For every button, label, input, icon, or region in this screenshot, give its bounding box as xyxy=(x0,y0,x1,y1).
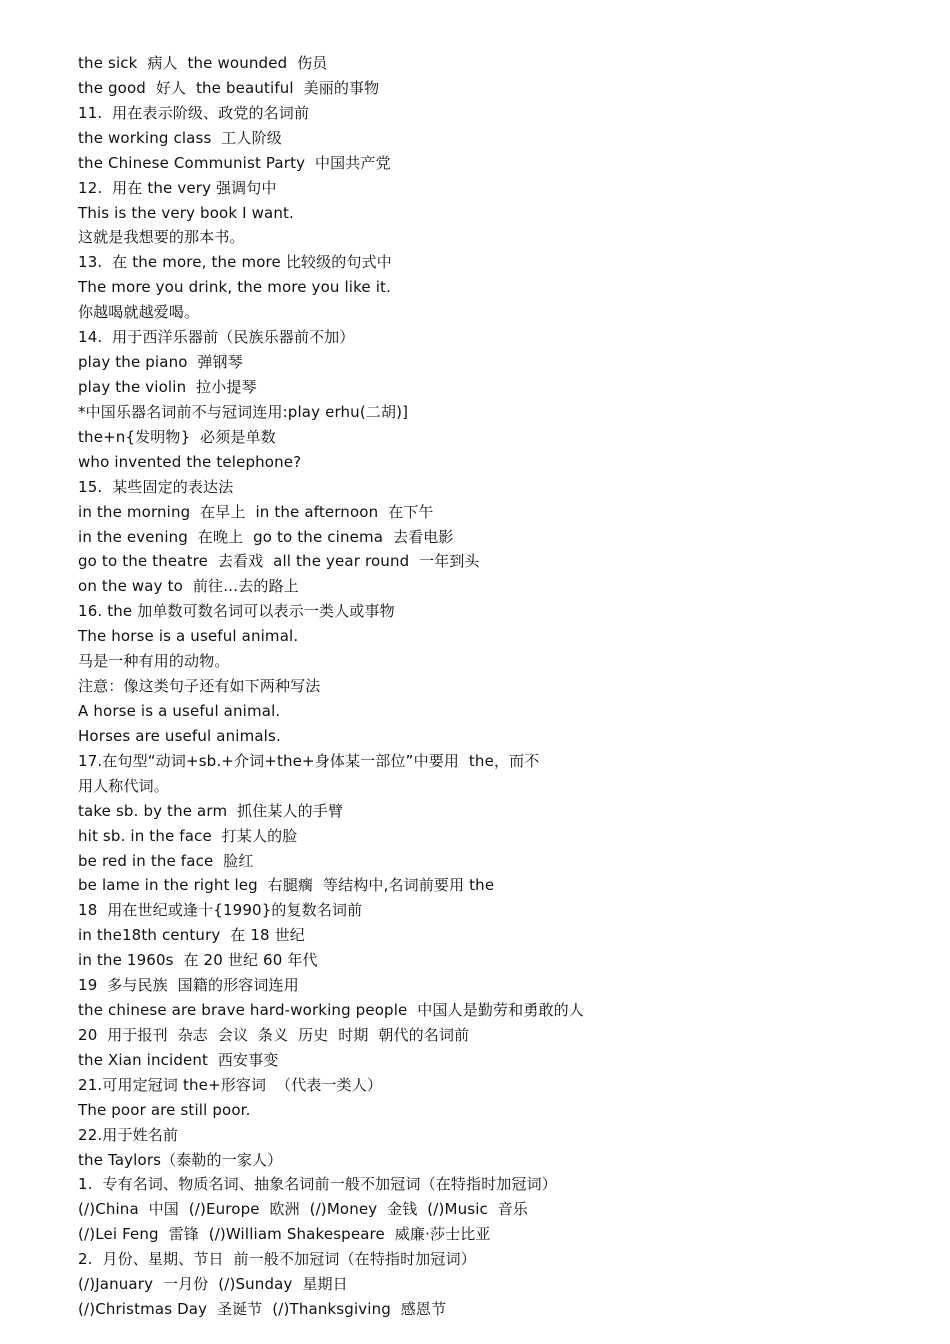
text-line: play the piano 弹钢琴 xyxy=(78,353,243,372)
text-line: be lame in the right leg 右腿瘸 等结构中,名词前要用 the xyxy=(78,876,495,895)
text-line: the sick 病人 the wounded 伤员 xyxy=(78,54,328,72)
text-line: be red in the face 脸红 xyxy=(78,851,254,870)
text-line: the good 好人 the beautiful 美丽的事物 xyxy=(78,78,380,97)
text-line: 2. 月份、星期、节日 前一般不加冠词（在特指时加冠词） xyxy=(78,1250,476,1269)
document-page xyxy=(78,51,918,1322)
text-line: 13. 在 the more, the more 比较级的句式中 xyxy=(78,253,392,272)
text-line: This is the very book I want. xyxy=(78,203,294,222)
text-line: Horses are useful animals. xyxy=(78,726,281,745)
text-line: 这就是我想要的那本书。 xyxy=(78,228,245,247)
text-line: the working class 工人阶级 xyxy=(78,128,282,147)
text-line: 12. 用在 the very 强调句中 xyxy=(78,178,277,197)
text-line: in the 1960s 在 20 世纪 60 年代 xyxy=(78,951,318,970)
text-line: *中国乐器名词前不与冠词连用:play erhu(二胡)] xyxy=(78,402,409,421)
text-line: 15. 某些固定的表达法 xyxy=(78,477,234,496)
text-line: in the18th century 在 18 世纪 xyxy=(78,926,305,945)
text-line: the chinese are brave hard-working people 中国人是勤劳和勇敢的人 xyxy=(78,1001,584,1020)
text-line: on the way to 前往…去的路上 xyxy=(78,577,299,596)
text-line: 1. 专有名词、物质名词、抽象名词前一般不加冠词（在特指时加冠词） xyxy=(78,1175,557,1194)
text-line: 用人称代词。 xyxy=(78,776,169,795)
text-line: 17.在句型“动词+sb.+介词+the+身体某一部位”中要用 the，而不 xyxy=(78,751,540,770)
text-line: 19 多与民族 国籍的形容词连用 xyxy=(78,976,299,995)
text-line: (/)Lei Feng 雷锋 (/)William Shakespeare 威廉·莎士比亚 xyxy=(78,1225,491,1244)
text-line: 16. the 加单数可数名词可以表示一类人或事物 xyxy=(78,602,395,621)
text-line: (/)Christmas Day 圣诞节 (/)Thanksgiving 感恩节 xyxy=(78,1300,447,1319)
text-line: (/)January 一月份 (/)Sunday 星期日 xyxy=(78,1275,348,1294)
text-line: The horse is a useful animal. xyxy=(78,627,299,646)
text-line: 22.用于姓名前 xyxy=(78,1125,179,1144)
text-line: 21.可用定冠词 the+形容词 （代表一类人） xyxy=(78,1075,383,1094)
text-line: 马是一种有用的动物。 xyxy=(78,652,230,671)
text-line: go to the theatre 去看戏 all the year round 一年到头 xyxy=(78,552,480,571)
text-line: The more you drink, the more you like it. xyxy=(78,278,391,297)
text-line: in the evening 在晚上 go to the cinema 去看电影 xyxy=(78,527,454,546)
text-line: (/)China 中国 (/)Europe 欧洲 (/)Money 金钱 (/)Music 音乐 xyxy=(78,1200,529,1219)
text-line: play the violin 拉小提琴 xyxy=(78,377,257,396)
text-line: take sb. by the arm 抓住某人的手臂 xyxy=(78,801,344,820)
text-line: the Chinese Communist Party 中国共产党 xyxy=(78,153,391,172)
text-line: who invented the telephone? xyxy=(78,452,302,471)
text-line: 20 用于报刊 杂志 会议 条义 历史 时期 朝代的名词前 xyxy=(78,1025,470,1044)
text-line: 你越喝就越爱喝。 xyxy=(78,303,200,322)
text-line: 18 用在世纪或逢十{1990}的复数名词前 xyxy=(78,901,363,920)
text-line: 11. 用在表示阶级、政党的名词前 xyxy=(78,103,310,122)
text-line: hit sb. in the face 打某人的脸 xyxy=(78,826,298,845)
text-line: the Taylors（泰勒的一家人） xyxy=(78,1150,283,1169)
text-line: the Xian incident 西安事变 xyxy=(78,1050,279,1069)
text-line: in the morning 在早上 in the afternoon 在下午 xyxy=(78,502,434,521)
text-line: 注意：像这类句子还有如下两种写法 xyxy=(78,677,321,696)
text-line: 14. 用于西洋乐器前（民族乐器前不加） xyxy=(78,328,355,347)
text-line: A horse is a useful animal. xyxy=(78,701,281,720)
text-line: the+n{发明物} 必须是单数 xyxy=(78,427,276,446)
text-line: The poor are still poor. xyxy=(78,1100,251,1119)
